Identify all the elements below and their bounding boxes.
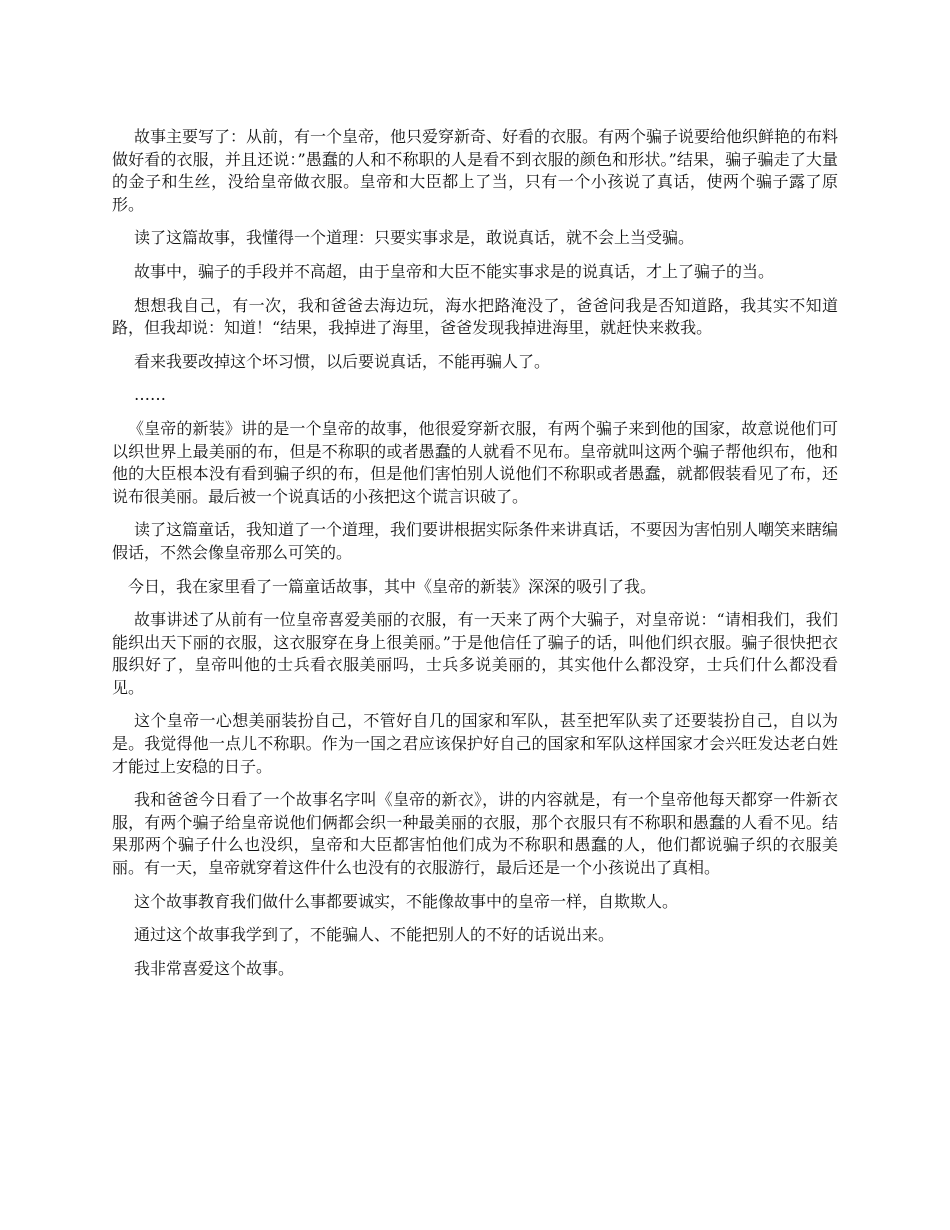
paragraph-9: 今日，我在家里看了一篇童话故事，其中《皇帝的新装》深深的吸引了我。 <box>128 576 657 596</box>
paragraph-2: 读了这篇故事，我懂得一个道理：只要实事求是，敢说真话，就不会上当受骗。 <box>134 228 695 248</box>
paragraph-7: 《皇帝的新装》讲的是一个皇帝的故事，他很爱穿新衣服，有两个骗子来到他的国家，故意说他们可以织世界上最美丽的布，但是不称职的或者愚蠢的人就看不见布。皇帝就叫这两个骗子帮他织布，他和他的大臣根本没有看到骗子织的布，但是他们害怕别人说他们不称职或者愚蠢，就都假装看见了布，还说布很美丽。最后被一个说真话的小孩把这个谎言识破了。 <box>112 418 838 506</box>
paragraph-11: 这个皇帝一心想美丽装扮自己，不管好自几的国家和军队，甚至把军队卖了还要装扮自己，自以为是。我觉得他一点儿不称职。作为一国之君应该保护好自己的国家和军队这样国家才会兴旺发达老白姓才能过上安稳的日子。 <box>112 711 838 776</box>
paragraph-ellipsis: …… <box>134 385 166 405</box>
paragraph-4: 想想我自己，有一次，我和爸爸去海边玩，海水把路淹没了，爸爸问我是否知道路，我其实不知道路，但我却说：知道！“结果，我掉进了海里，爸爸发现我掉进海里，就赶快来救我。 <box>112 295 838 338</box>
paragraph-1: 故事主要写了：从前，有一个皇帝，他只爱穿新奇、好看的衣服。有两个骗子说要给他织鲜艳的布料做好看的衣服，并且还说：”愚蠢的人和不称职的人是看不到衣服的颜色和形状。”结果，骗子骗走了大量的金子和生丝，没给皇帝做衣服。皇帝和大臣都上了当，只有一个小孩说了真话，使两个骗子露了原形。 <box>112 127 839 214</box>
paragraph-3: 故事中，骗子的手段并不高超，由于皇帝和大臣不能实事求是的说真话，才上了骗子的当。 <box>134 261 775 281</box>
paragraph-13: 这个故事教育我们做什么事都要诚实，不能像故事中的皇帝一样，自欺欺人。 <box>134 891 679 911</box>
paragraph-10: 故事讲述了从前有一位皇帝喜爱美丽的衣服，有一天来了两个大骗子，对皇帝说：“请相我们，我们能织出天下丽的衣服，这衣服穿在身上很美丽。”于是他信任了骗子的话，叫他们织衣服。骗子很快把衣服织好了，皇帝叫他的士兵看衣服美丽吗，士兵多说美丽的，其实他什么都没穿，士兵们什么都没看见。 <box>112 610 838 697</box>
document-body <box>112 126 838 991</box>
paragraph-8: 读了这篇童话，我知道了一个道理，我们要讲根据实际条件来讲真话，不要因为害怕别人嘲笑来瞎编假话，不然会像皇帝那么可笑的。 <box>112 520 839 562</box>
paragraph-15: 我非常喜爱这个故事。 <box>134 958 295 978</box>
paragraph-12: 我和爸爸今日看了一个故事名字叫《皇帝的新衣》，讲的内容就是，有一个皇帝他每天都穿一件新衣服，有两个骗子给皇帝说他们俩都会织一种最美丽的衣服，那个衣服只有不称职和愚蠢的人看不见。结果那两个骗子什么也没织，皇帝和大臣都害怕他们成为不称职和愚蠢的人，他们都说骗子织的衣服美丽。有一天，皇帝就穿着这件什么也没有的衣服游行，最后还是一个小孩说出了真相。 <box>112 790 838 878</box>
paragraph-14: 通过这个故事我学到了，不能骗人、不能把别人的不好的话说出来。 <box>134 925 615 945</box>
paragraph-5: 看来我要改掉这个坏习惯，以后要说真话，不能再骗人了。 <box>134 351 551 371</box>
